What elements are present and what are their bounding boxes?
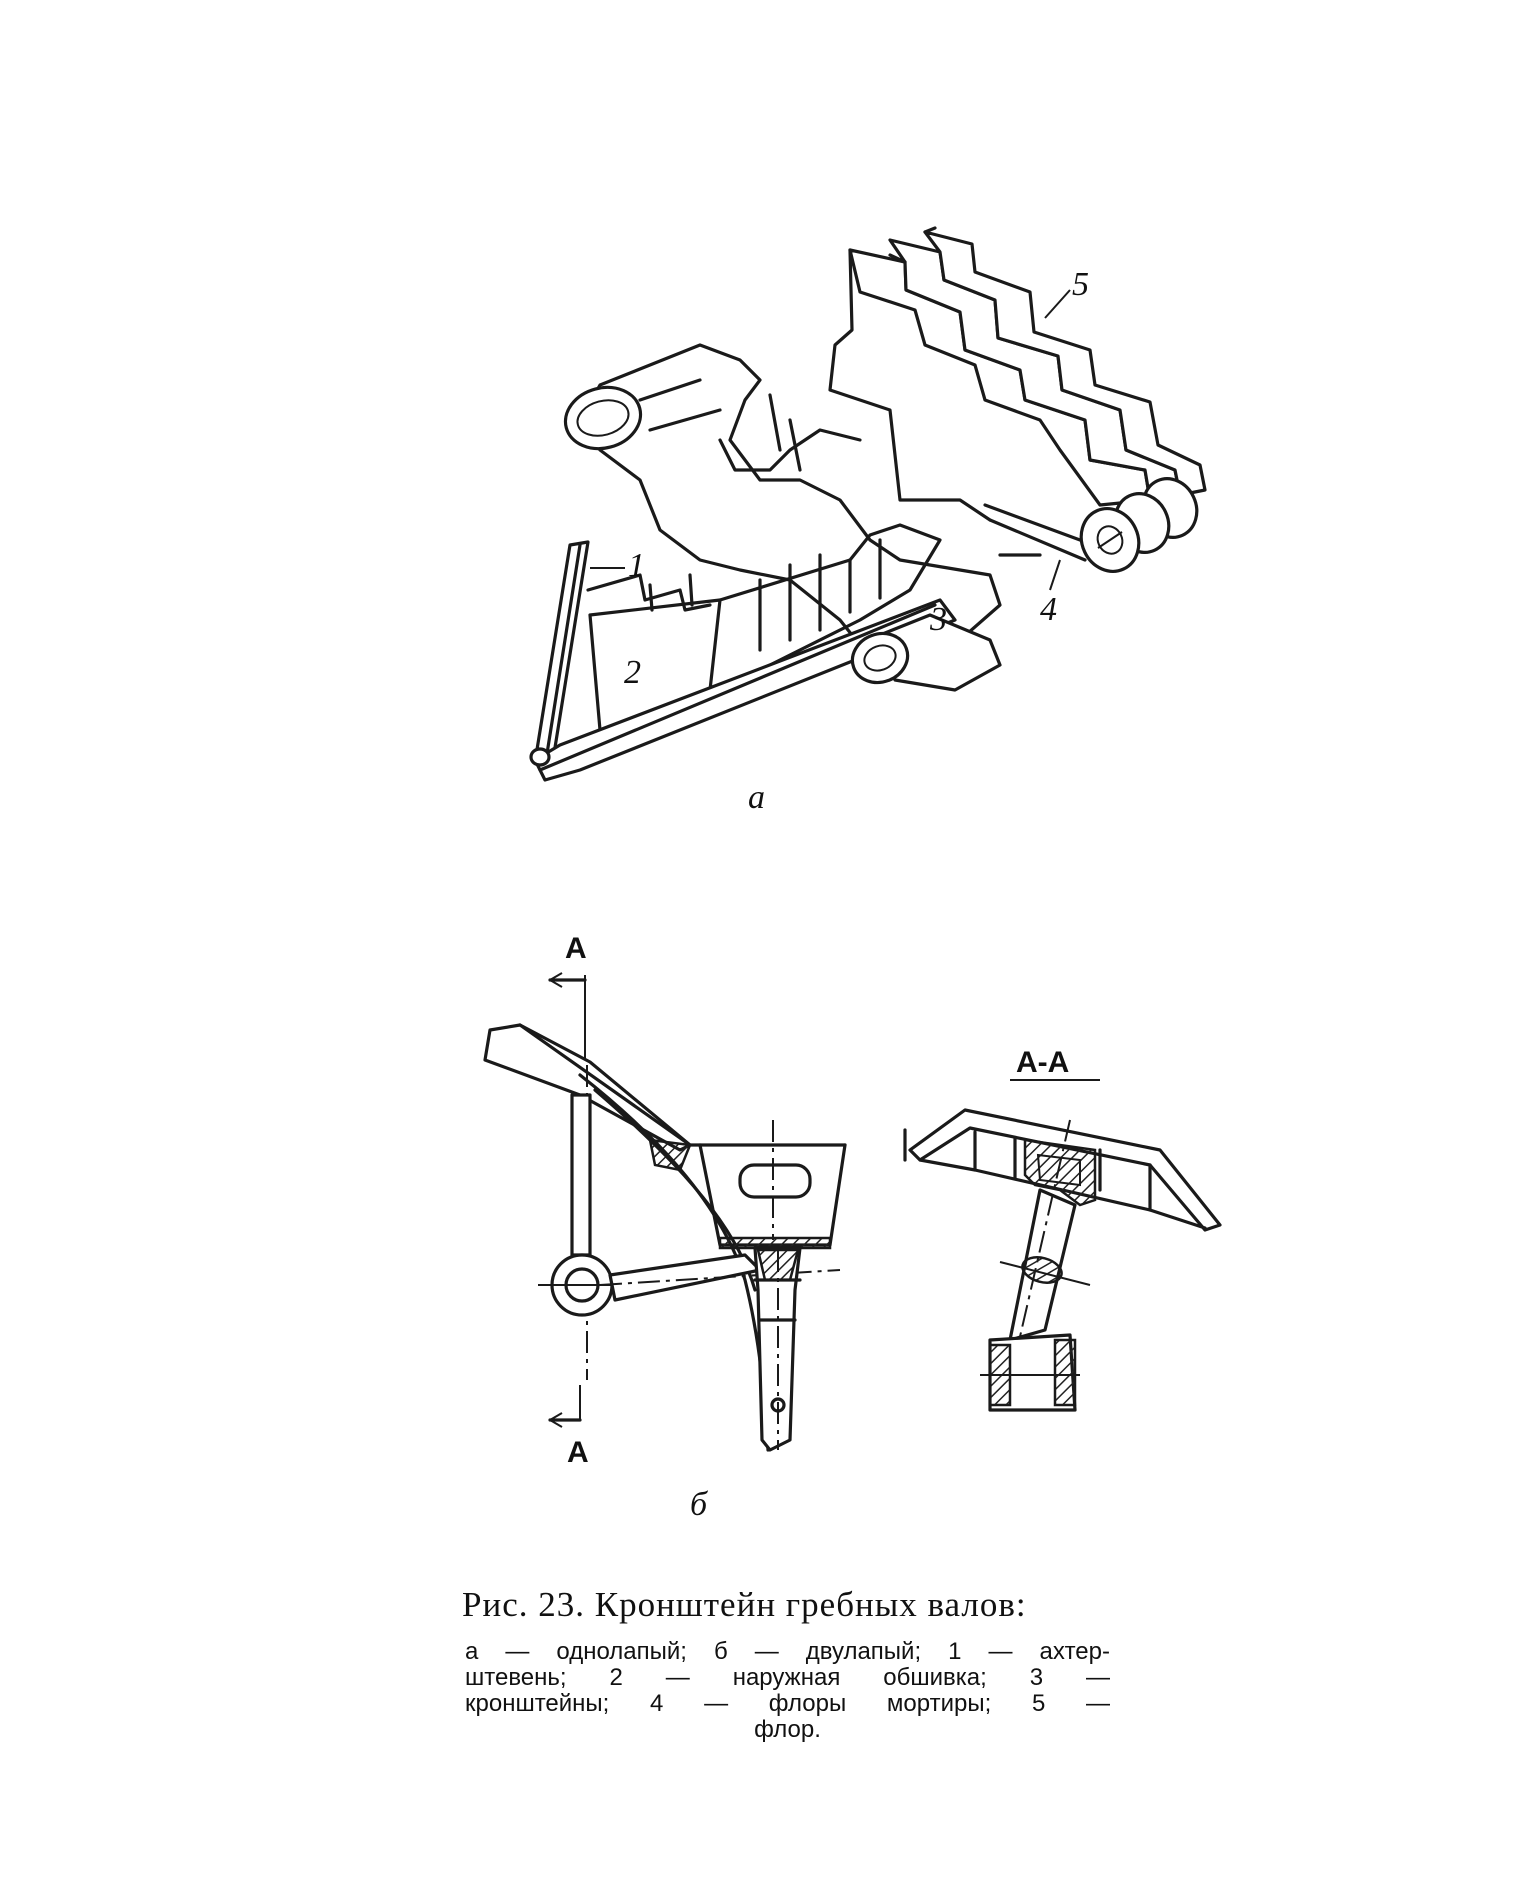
label-part-5: 5 <box>1072 266 1089 303</box>
caption-line-4: флор. <box>754 1716 821 1743</box>
section-mark-bottom: A <box>567 1436 589 1469</box>
floor-plates <box>830 228 1205 520</box>
stern-post <box>535 542 588 762</box>
view-a-single-leg-bracket <box>531 228 1206 816</box>
label-view-b: б <box>690 1486 708 1523</box>
label-view-a: a <box>748 779 765 816</box>
label-part-1: 1 <box>628 547 645 584</box>
section-a-a <box>905 1046 1220 1410</box>
label-part-4: 4 <box>1040 591 1057 628</box>
caption-line-1: а — однолапый; б — двулапый; 1 — ахтер- <box>465 1638 1110 1665</box>
label-part-3: 3 <box>930 601 947 638</box>
caption-line-2: штевень; 2 — наружная обшивка; 3 — <box>465 1664 1110 1691</box>
view-b-two-leg-bracket <box>485 932 845 1523</box>
section-mark-top: A <box>565 932 587 965</box>
section-title: A-A <box>1016 1046 1070 1079</box>
label-part-2: 2 <box>624 654 641 691</box>
caption-title: Рис. 23. Кронштейн гребных валов: <box>462 1585 1027 1624</box>
caption-line-3: кронштейны; 4 — флоры мортиры; 5 — <box>465 1690 1110 1717</box>
